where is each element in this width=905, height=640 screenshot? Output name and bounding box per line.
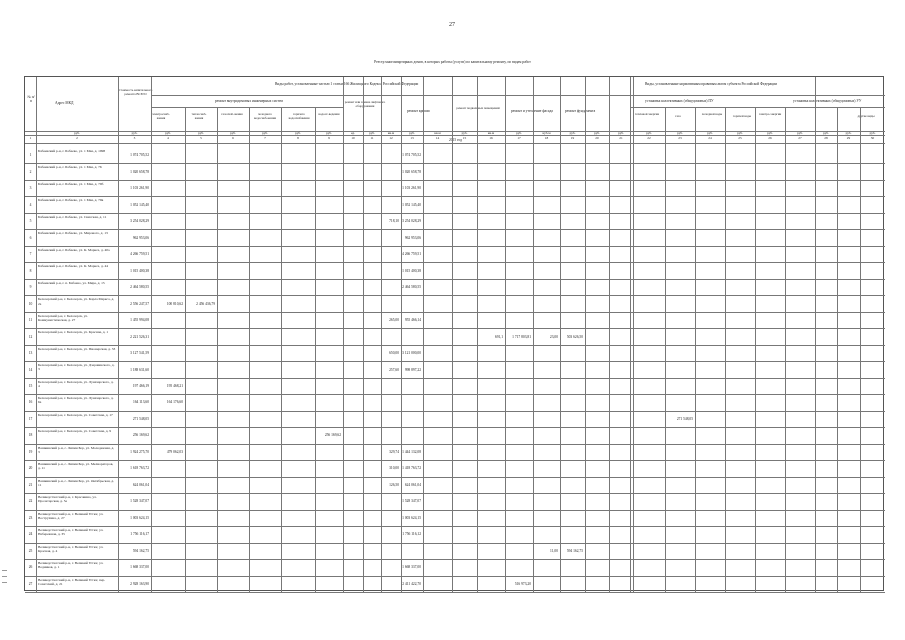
row-value-roof-qty: 718,10 [389, 219, 399, 224]
column-number: 20 [595, 135, 599, 140]
column-number: 12 [389, 135, 393, 140]
margin-mark [2, 576, 7, 577]
row-address: Белозерский р-н, г. Белозерск, ул. Луначарского, д. 6а [38, 396, 114, 405]
row-number: 20 [28, 466, 33, 471]
row-address: Великоустюгский р-н, г. Великий Устюг, ул. Водников, д. 1 [38, 561, 104, 570]
unit-label: руб. [369, 131, 375, 135]
row-value-roof: 1 103 261,90 [402, 186, 421, 191]
column-number: 9 [328, 135, 330, 140]
row-number: 18 [28, 433, 33, 438]
row-address: Бабаевский р-н, г. Бабаево, ул. Свисская, д. 11 [38, 214, 107, 219]
row-address: Белозерский р-н, г. Белозерск, ул. Луначарского, д. 4 [38, 379, 114, 388]
row-value-roof: 1 003 624,15 [402, 515, 421, 520]
row-value-sewer: 256 169,62 [324, 433, 341, 438]
column-number: 13 [410, 135, 414, 140]
grid-line [25, 477, 885, 478]
page-number: 27 [449, 22, 455, 28]
grid-line [381, 77, 382, 592]
row-number: 27 [28, 581, 33, 586]
column-number: 29 [846, 135, 851, 140]
row-value-meter: 271 548,05 [676, 416, 693, 421]
unit-label: руб. [131, 131, 138, 135]
row-value-found-qty: 23,00 [549, 334, 558, 339]
row-address: Бабаевский р-н, г. Бабаево, ул. 1 Мая, д. 79в [38, 198, 104, 203]
grid-line [151, 95, 630, 96]
row-address: Белозерский р-н, г. Белозерск, ул. Красная, д. 1 [38, 330, 109, 335]
row-number: 3 [29, 186, 32, 191]
unit-label: руб. [409, 131, 415, 135]
grid-line [25, 411, 885, 412]
grid-line [25, 229, 885, 230]
unit-label: руб. [797, 131, 803, 135]
column-number: 11 [370, 135, 374, 140]
row-number: 22 [28, 499, 33, 504]
row-value-facade-qty: 691,1 [494, 334, 503, 339]
row-number: 8 [29, 268, 32, 273]
grid-line [25, 143, 885, 144]
row-value-facade: 516 973,20 [514, 581, 531, 586]
row-total: 624 061,04 [132, 482, 149, 487]
grid-line [633, 77, 634, 592]
row-address: Белозерский р-н, г. Белозерск, ул. Советская, д. 9 [38, 429, 112, 434]
row-value-roof: 2 464 580,55 [402, 285, 421, 290]
column-number: 2 [76, 135, 78, 140]
grid-line [609, 77, 610, 592]
row-total: 1 756 116,17 [130, 532, 149, 537]
row-number: 13 [28, 351, 33, 356]
row-value-roof: 1 052 145,40 [402, 202, 421, 207]
column-number: 6 [232, 135, 234, 140]
unit-label: руб. [262, 131, 268, 135]
grid-line [815, 77, 816, 592]
register-table [24, 76, 884, 591]
row-value-electric: 100 810,62 [166, 301, 183, 306]
row-number: 21 [28, 482, 33, 487]
row-number: 14 [28, 367, 33, 372]
unit-label: руб. [230, 131, 236, 135]
row-total: 1 188 631,60 [130, 367, 149, 372]
row-number: 10 [28, 301, 33, 306]
sub-heat: теплоснаб-жения [191, 113, 207, 120]
sub-gas: газоснаб-жения [221, 113, 243, 116]
row-number: 2 [29, 169, 32, 174]
row-value-roof-qty: 329,74 [389, 449, 399, 454]
unit-label: куб.м [542, 131, 551, 135]
row-address: Белозерский р-н, г. Белозерск, ул. Пионерская, д. 33 [38, 346, 116, 351]
column-number: 1 [29, 135, 32, 140]
grid-line [25, 328, 885, 329]
row-value-roof: 1 668 337,00 [402, 565, 421, 570]
unit-label: руб. [707, 131, 713, 135]
unit-label: руб. [461, 131, 468, 135]
row-number: 9 [29, 285, 32, 290]
row-address: Бабаевский р-н, г. п. Бабаево, ул. Мира, д. 15 [38, 280, 105, 285]
row-total: 1 618 763,72 [130, 466, 149, 471]
row-number: 17 [28, 416, 33, 421]
row-number: 25 [28, 548, 33, 553]
row-value-electric: 164 176,60 [166, 400, 183, 405]
header-lifts: ремонт или замена лифтового оборудования [344, 101, 386, 108]
grid-line [25, 345, 885, 346]
unit-label: руб. [767, 131, 773, 135]
row-value-roof: 998 897,22 [404, 367, 421, 372]
header-num: № п/п [27, 95, 35, 103]
row-number: 23 [28, 515, 33, 520]
grid-line [25, 576, 885, 577]
row-address: Великоустюгский р-н, г. Великий Устюг, пер. Советский, д. 21 [38, 577, 106, 586]
row-total: 1 103 261,90 [130, 186, 149, 191]
row-total: 2 464 580,55 [130, 285, 149, 290]
header-metering: установка коллективных (общедомовых) ПУ [645, 99, 714, 103]
grid-line [25, 163, 885, 164]
grid-line [151, 77, 152, 592]
row-number: 12 [28, 334, 33, 339]
column-number: 18 [544, 135, 549, 140]
row-number: 6 [29, 235, 32, 240]
column-number: 21 [619, 135, 623, 140]
grid-line [423, 77, 424, 592]
header-roof: ремонт крыши [407, 109, 430, 113]
row-total: 1 020 658,78 [130, 169, 149, 174]
row-address: Белозерский р-н, г. Белозерск, ул. Советская, д. 17 [38, 412, 113, 417]
column-number: 4 [167, 135, 169, 140]
row-value-roof: 1 015 400,38 [402, 268, 421, 273]
row-total: 256 169,62 [132, 433, 149, 438]
grid-line [630, 95, 885, 96]
row-address: Бабаевский р-н, г. Бабаево, ул. К. Маркса, д. 40а [38, 247, 110, 252]
row-value-roof: 3 254 028,29 [402, 219, 421, 224]
column-number: 26 [768, 135, 772, 140]
column-number: 8 [297, 135, 299, 140]
unit-label: руб. [569, 131, 576, 135]
row-value-electric: 479 062,03 [166, 449, 183, 454]
row-value-roof: 1 528 347,07 [402, 499, 421, 504]
header-foundation: ремонт фундамента [565, 109, 596, 113]
row-address: Белозерский р-н, г. Белозерск, ул. Карла Маркса, д. 2а [38, 297, 115, 306]
row-value-roof: 1 418 763,72 [402, 466, 421, 471]
unit-label: руб. [165, 131, 171, 135]
row-address: Вашкинский р-н, с. Липин Бор, ул. Мелиораторов, д. 11 [38, 462, 114, 471]
grid-line [25, 378, 885, 379]
grid-line [25, 493, 885, 494]
unit-label: руб. [326, 131, 332, 135]
row-total: 1 924 275,70 [130, 449, 149, 454]
sub-el-meter: электро-энергии [758, 113, 782, 116]
row-value-roof: 1 020 658,78 [402, 169, 421, 174]
row-total: 1 015 400,38 [130, 268, 149, 273]
row-value-roof: 2 411 422,70 [402, 581, 421, 586]
grid-line [25, 460, 885, 461]
row-total: 3 254 028,29 [130, 219, 149, 224]
sub-water-hot: горячего водоснабжения [288, 113, 310, 120]
grid-line [25, 394, 885, 395]
column-number: 27 [798, 135, 802, 140]
row-number: 26 [28, 565, 33, 570]
grid-line [25, 295, 885, 296]
row-total: 2 221 526,31 [130, 334, 149, 339]
header-facade: ремонт и утепление фасада [511, 109, 553, 113]
row-value-roof: 624 061,04 [404, 482, 421, 487]
row-value-found: 594 162,75 [566, 548, 583, 553]
unit-label: руб. [295, 131, 301, 135]
row-total: 197 466,19 [132, 383, 149, 388]
row-value-roof-qty: 257,60 [389, 367, 399, 372]
unit-label: руб. [594, 131, 600, 135]
grid-line [343, 77, 344, 592]
grid-line [25, 526, 885, 527]
row-value-facade: 1 717 803,81 [512, 334, 531, 339]
header-works-group: Виды работ, установленные частью 1 статьи 166 Жилищного Кодекса Российской Федерации [275, 82, 419, 86]
header-basement: ремонт подвальных помещений [456, 107, 500, 110]
row-address: Вашкинский р-н, с. Липин Бор, ул. Октябрьская, д. 11 [38, 478, 115, 487]
column-number: 3 [133, 135, 136, 140]
section-label: 2015 год [449, 138, 462, 142]
grid-line [630, 107, 885, 108]
sub-hot-meter: горячей воды [732, 115, 752, 118]
register-title: Реестр многоквартирных домов, в которых работы (услуги) по капитальному ремонту, по видам работ [374, 60, 531, 64]
row-address: Бабаевский р-н, г. Бабаево, ул. Мирового, д. 13 [38, 231, 108, 236]
row-value-found-qty: 11,00 [550, 548, 558, 553]
unit-label: кв.м [434, 131, 441, 135]
row-number: 5 [29, 219, 32, 224]
column-number: 5 [200, 135, 202, 140]
unit-label: руб. [516, 131, 522, 135]
grid-line [25, 180, 885, 181]
column-number: 16 [489, 135, 493, 140]
row-value-roof: 4 266 759,51 [402, 252, 421, 257]
grid-line [25, 510, 885, 511]
grid-line [25, 246, 885, 247]
row-total: 1 455 994,08 [130, 318, 149, 323]
row-total: 1 003 624,15 [130, 515, 149, 520]
margin-mark [2, 570, 7, 571]
header-address: Адрес МКД [55, 101, 74, 105]
column-number: 25 [738, 135, 742, 140]
row-value-roof-qty: 650,00 [389, 351, 399, 356]
row-total: 2 928 163,90 [130, 581, 149, 586]
row-value-roof-qty: 126,50 [389, 482, 399, 487]
column-number: 30 [870, 135, 875, 140]
row-number: 1 [29, 153, 32, 158]
column-number: 24 [708, 135, 712, 140]
row-address: Великоустюгский р-н, г. Великий Устюг, ул. Набережная, д. 35 [38, 528, 104, 537]
grid-line [452, 77, 453, 592]
column-number: 10 [351, 135, 355, 140]
column-number: 28 [824, 135, 828, 140]
grid-line [25, 427, 885, 428]
grid-line [363, 77, 364, 592]
row-total: 1 074 705,52 [130, 153, 149, 158]
row-total: 3 127 541,59 [130, 351, 149, 356]
unit-label: кв.м [487, 131, 495, 135]
grid-line [25, 312, 885, 313]
column-number: 22 [647, 135, 651, 140]
sub-sewer: водоот-ведения [318, 113, 340, 116]
unit-label: руб. [646, 131, 652, 135]
column-number: 14 [435, 135, 440, 140]
row-total: 164 113,60 [132, 400, 149, 405]
row-value-roof-qty: 310,00 [389, 466, 399, 471]
unit-label: руб. [618, 131, 624, 135]
row-address: Белозерский р-н, г. Белозерск, ул. Дзержинского, д. 3 [38, 363, 115, 372]
row-number: 4 [29, 202, 32, 207]
row-number: 16 [28, 400, 33, 405]
header-regional-group: Виды, установленные нормативным правовым актом субъекта Российской Федерации [645, 82, 778, 86]
grid-line [25, 361, 885, 362]
row-number: 24 [28, 532, 33, 537]
sub-cold-meter: холодной воды [701, 113, 723, 116]
column-number: 23 [678, 135, 682, 140]
sub-gas-meter: газа [675, 115, 681, 118]
row-value-roof-qty: 265,00 [389, 318, 399, 323]
row-total: 1 528 347,07 [130, 499, 149, 504]
row-address: Вашкинский р-н, с. Липин Бор, ул. Молодежная, д. 3 [38, 445, 115, 454]
row-address: Бабаевский р-н, г. Бабаево, ул. К. Маркса, д. 44 [38, 264, 109, 269]
row-value-roof: 1 756 116,12 [402, 532, 421, 537]
grid-line [25, 543, 885, 544]
row-address: Белозерский р-н, г. Белозерск, ул. Коммунистическая, д. 27 [38, 313, 88, 323]
row-number: 7 [29, 252, 32, 257]
grid-line [25, 279, 885, 280]
unit-label: руб. [737, 131, 743, 135]
row-total: 1 052 145,40 [130, 202, 149, 207]
row-number: 11 [28, 318, 33, 323]
row-number: 19 [28, 449, 33, 454]
row-address: Бабаевский р-н, г. Бабаево, ул. 1 Мая, д. 76 [38, 165, 102, 170]
row-total: 594 162,75 [132, 548, 149, 553]
row-total: 4 266 759,51 [130, 252, 149, 257]
sub-other: другие виды [857, 115, 875, 118]
row-value-electric: 195 468,21 [166, 383, 183, 388]
margin-mark [2, 582, 7, 583]
grid-line [36, 77, 37, 592]
unit-label: руб. [74, 131, 80, 135]
sub-water-cold: холодного водоснаб-жения [254, 113, 276, 120]
row-value-found: 503 626,50 [566, 334, 583, 339]
grid-line [25, 444, 885, 445]
unit-label: руб. [823, 131, 829, 135]
row-value-heat: 2 456 436,79 [196, 301, 215, 306]
column-number: 7 [264, 135, 266, 140]
row-total: 271 548,05 [132, 416, 149, 421]
row-number: 15 [28, 383, 33, 388]
unit-label: руб. [845, 131, 852, 135]
row-total: 1 668 337,00 [130, 565, 149, 570]
header-metering-2: установка коллективных (общедомовых) УУ [793, 99, 862, 103]
unit-label: руб. [869, 131, 876, 135]
grid-line [25, 196, 885, 197]
row-address: Великоустюгский р-н, г. Великий Устюг, ул. Красная, д. 4 [38, 544, 104, 553]
row-total: 962 953,06 [132, 235, 149, 240]
unit-label: ед. [350, 131, 356, 135]
row-address: Бабаевский р-н, г. Бабаево, ул. 1 Мая, д. 79б [38, 181, 104, 186]
row-total: 2 556 247,57 [130, 301, 149, 306]
sub-heat-meter: тепловой энергии [634, 113, 660, 116]
row-value-roof: 1 074 705,52 [402, 153, 421, 158]
header-cost: Стоимость капитального ремонта ВСЕГО [118, 89, 153, 96]
row-address: Великоустюгский р-н, г. Великий Устюг, ул. Вострухина, д. 27 [38, 511, 104, 520]
grid-line [25, 559, 885, 560]
grid-line [25, 592, 885, 593]
row-value-roof: 955 466,14 [404, 318, 421, 323]
header-networks: ремонт внутридомовых инженерных систем [215, 99, 283, 103]
grid-line [25, 213, 885, 214]
row-address: Бабаевский р-н, г. Бабаево, ул. 1 Мая, д. 1998 [38, 149, 106, 153]
unit-label: руб. [198, 131, 204, 135]
grid-line [585, 77, 586, 592]
column-number: 15 [462, 135, 467, 140]
row-value-roof: 3 121 000,00 [402, 351, 421, 356]
grid-line [630, 77, 631, 592]
column-number: 19 [570, 135, 575, 140]
grid-line [25, 262, 885, 263]
row-address: Великоустюгский р-н, г. Красавино, ул. Пролетарская, д. 5а [38, 495, 97, 504]
row-value-roof: 962 953,06 [404, 235, 421, 240]
unit-label: кв.м [387, 131, 395, 135]
sub-electric: электроснаб-жения [152, 113, 170, 120]
column-number: 17 [517, 135, 521, 140]
unit-label: руб. [677, 131, 683, 135]
row-value-roof: 1 444 132,08 [402, 449, 421, 454]
